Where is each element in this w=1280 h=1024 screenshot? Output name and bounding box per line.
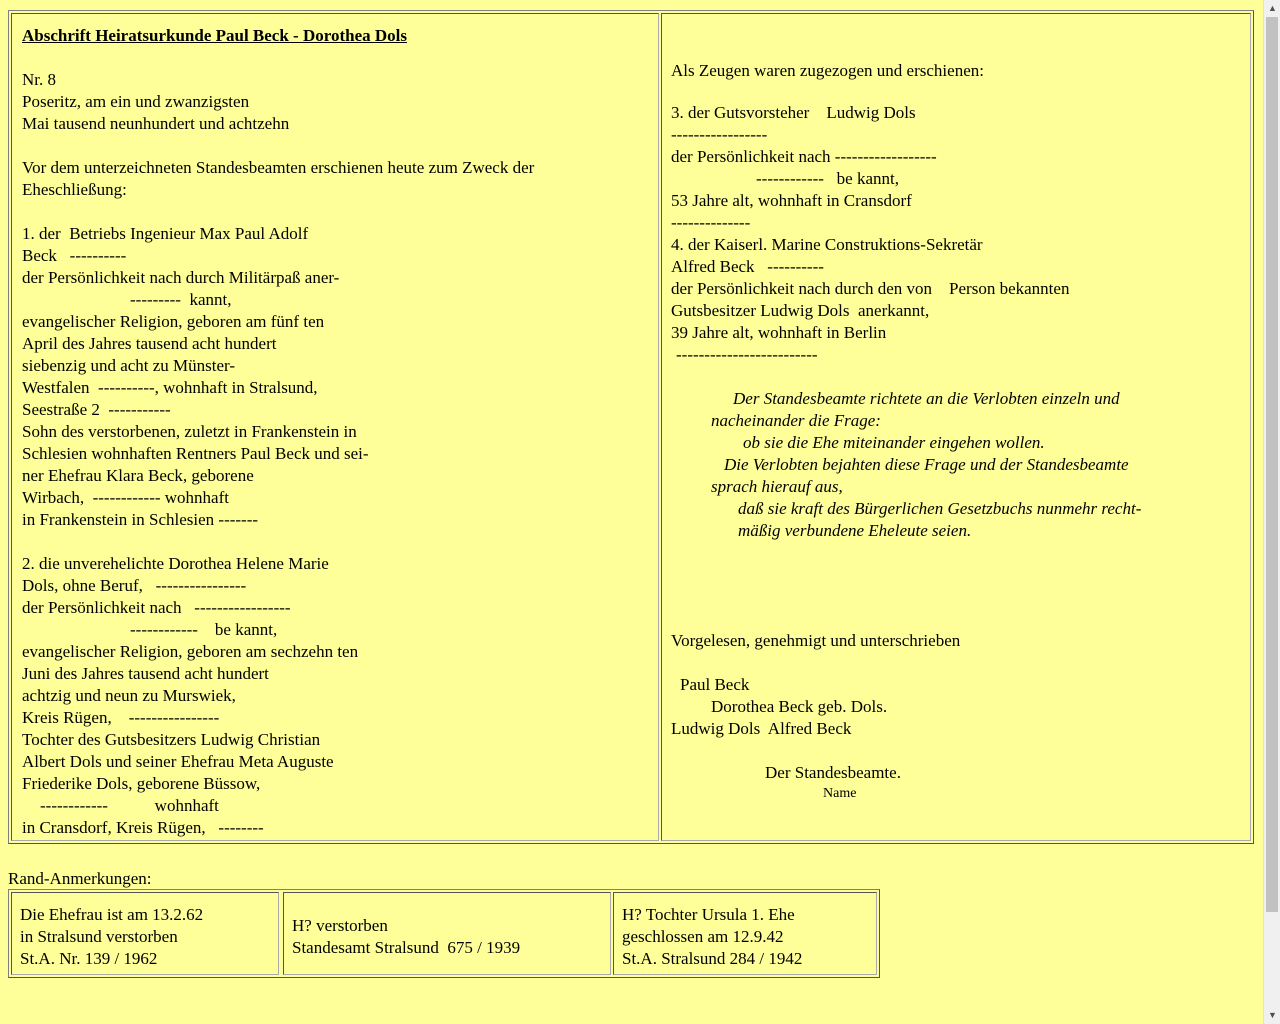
text-line: ner Ehefrau Klara Beck, geborene [22, 466, 254, 485]
document-title: Abschrift Heiratsurkunde Paul Beck - Dorothea Dols [22, 26, 408, 45]
text-line: Friederike Dols, geborene Büssow, [22, 774, 261, 793]
text-line: ----------------- [671, 125, 768, 144]
text-line: Gutsbesitzer Ludwig Dols anerkannt, [671, 301, 930, 320]
signature-paul-beck: Paul Beck [680, 675, 750, 694]
declaration-line: nacheinander die Frage: [711, 411, 881, 430]
text-line: der Persönlichkeit nach durch Militärpaß aner- [22, 268, 340, 287]
text-line: der Persönlichkeit nach durch den von Person bekannten [671, 279, 1070, 298]
text-line: St.A. Nr. 139 / 1962 [20, 949, 158, 968]
text-line: Wirbach, ------------ wohnhaft [22, 488, 229, 507]
text-line: Beck ---------- [22, 246, 127, 265]
margin-note-3 [613, 892, 877, 975]
text-line: ------------ be kannt, [130, 620, 278, 639]
text-line: Sohn des verstorbenen, zuletzt in Frankenstein in [22, 422, 357, 441]
declaration-line: Die Verlobten bejahten diese Frage und der Standesbeamte [724, 455, 1129, 474]
text-line: siebenzig und acht zu Münster- [22, 356, 236, 375]
signature-witnesses: Ludwig Dols Alfred Beck [671, 719, 852, 738]
text-line: evangelischer Religion, geboren am sechzehn ten [22, 642, 359, 661]
declaration-line: sprach hierauf aus, [711, 477, 843, 496]
text-line: 1. der Betriebs Ingenieur Max Paul Adolf [22, 224, 309, 243]
text-line: achtzig und neun zu Murswiek, [22, 686, 236, 705]
text-line: Poseritz, am ein und zwanzigsten [22, 92, 250, 111]
margin-note-1 [11, 892, 279, 975]
text-line: Als Zeugen waren zugezogen und erschienen: [671, 61, 984, 80]
declaration-line: mäßig verbundene Eheleute seien. [738, 521, 972, 540]
margin-note-2 [283, 892, 611, 975]
text-line: Standesamt Stralsund 675 / 1939 [292, 938, 521, 957]
text-line: 2. die unverehelichte Dorothea Helene Marie [22, 554, 329, 573]
text-line: Albert Dols und seiner Ehefrau Meta Auguste [22, 752, 334, 771]
closing-line: Vorgelesen, genehmigt und unterschrieben [671, 631, 961, 650]
text-line: der Persönlichkeit nach ------------------ [671, 147, 937, 166]
declaration-line: daß sie kraft des Bürgerlichen Gesetzbuchs nunmehr recht- [738, 499, 1142, 518]
text-line: in Stralsund verstorben [20, 927, 178, 946]
text-line: Eheschließung: [22, 180, 127, 199]
text-line: Juni des Jahres tausend acht hundert [22, 664, 269, 683]
text-line: in Cransdorf, Kreis Rügen, -------- [22, 818, 264, 837]
signature-registrar: Der Standesbeamte. [765, 763, 901, 782]
registrar-name-label: Name [823, 786, 857, 801]
text-line: Dols, ohne Beruf, ---------------- [22, 576, 247, 595]
text-line: H? verstorben [292, 916, 388, 935]
text-line: Seestraße 2 ----------- [22, 400, 171, 419]
vertical-scrollbar[interactable] [1263, 0, 1280, 1024]
scroll-up-icon[interactable]: ▲ [1268, 3, 1277, 13]
certificate-left-column [11, 13, 659, 841]
text-line: -------------- [671, 213, 751, 232]
text-line: 53 Jahre alt, wohnhaft in Cransdorf [671, 191, 912, 210]
text-line: ------------------------- [676, 345, 818, 364]
text-line: ------------ wohnhaft [40, 796, 219, 815]
text-line: 3. der Gutsvorsteher Ludwig Dols [671, 103, 916, 122]
margin-notes-table [8, 889, 880, 978]
certificate-table [8, 10, 1254, 844]
text-line: Westfalen ----------, wohnhaft in Stralsund, [22, 378, 318, 397]
text-line: der Persönlichkeit nach ----------------- [22, 598, 291, 617]
text-line: 4. der Kaiserl. Marine Construktions-Sekretär [671, 235, 983, 254]
text-line: Vor dem unterzeichneten Standesbeamten erschienen heute zum Zweck der [22, 158, 535, 177]
declaration-line: ob sie die Ehe miteinander eingehen wollen. [743, 433, 1045, 452]
text-line: ------------ be kannt, [756, 169, 899, 188]
text-line: Nr. 8 [22, 70, 56, 89]
declaration-line: Der Standesbeamte richtete an die Verlobten einzeln und [733, 389, 1120, 408]
scroll-down-icon[interactable]: ▼ [1268, 1010, 1277, 1020]
text-line: Kreis Rügen, ---------------- [22, 708, 220, 727]
text-line: April des Jahres tausend acht hundert [22, 334, 277, 353]
text-line: Die Ehefrau ist am 13.2.62 [20, 905, 204, 924]
text-line: St.A. Stralsund 284 / 1942 [622, 949, 803, 968]
signature-dorothea-beck: Dorothea Beck geb. Dols. [711, 697, 888, 716]
text-line: Tochter des Gutsbesitzers Ludwig Christian [22, 730, 321, 749]
text-line: Alfred Beck ---------- [671, 257, 824, 276]
text-line: Mai tausend neunhundert und achtzehn [22, 114, 290, 133]
text-line: --------- kannt, [130, 290, 232, 309]
text-line: 39 Jahre alt, wohnhaft in Berlin [671, 323, 887, 342]
text-line: geschlossen am 12.9.42 [622, 927, 784, 946]
scrollbar-thumb[interactable] [1266, 17, 1278, 912]
margin-notes-label: Rand-Anmerkungen: [8, 869, 152, 888]
text-line: in Frankenstein in Schlesien ------- [22, 510, 259, 529]
text-line: H? Tochter Ursula 1. Ehe [622, 905, 795, 924]
certificate-right-column [661, 13, 1251, 841]
text-line: Schlesien wohnhaften Rentners Paul Beck und sei- [22, 444, 369, 463]
text-line: evangelischer Religion, geboren am fünf ten [22, 312, 325, 331]
